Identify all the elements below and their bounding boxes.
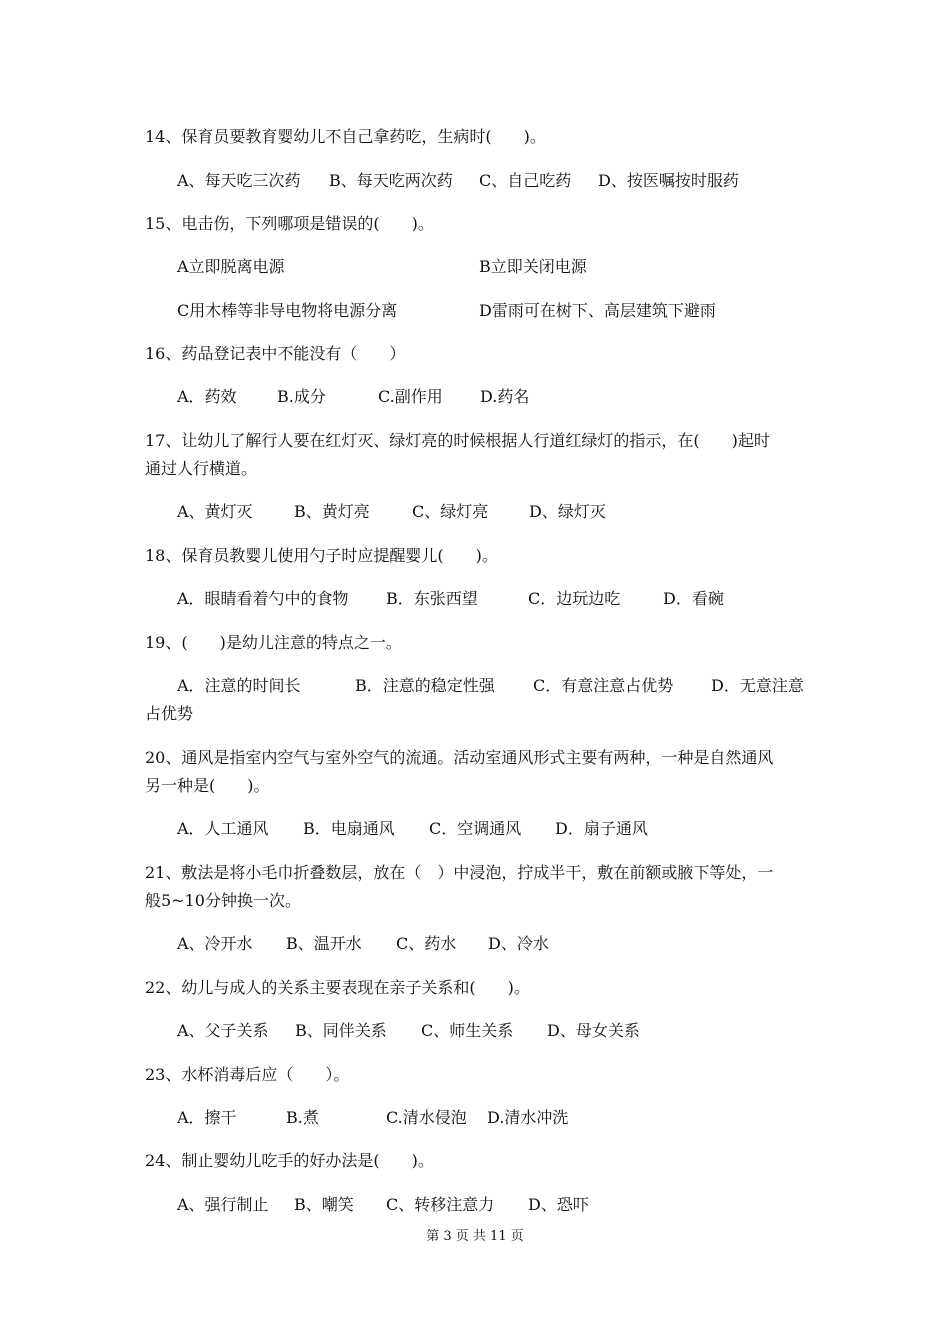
option-c: C．边玩边吃: [528, 589, 621, 608]
option-d: D、按医嘱按时服药: [598, 171, 739, 190]
option-d: D．扇子通风: [555, 819, 648, 838]
question-24: 24、制止婴幼儿吃手的好办法是( )。: [145, 1151, 434, 1170]
option-d: D雷雨可在树下、高层建筑下避雨: [479, 301, 716, 320]
option-c: C.副作用: [378, 387, 443, 406]
question-22: 22、幼儿与成人的关系主要表现在亲子关系和( )。: [145, 978, 530, 997]
option-b: B、同伴关系: [295, 1021, 387, 1040]
question-24-options: [177, 1195, 589, 1215]
question-23-options: [177, 1108, 568, 1128]
question-17-line1: 17、让幼儿了解行人要在红灯灭、绿灯亮的时候根据人行道红绿灯的指示，在( )起时: [145, 431, 770, 450]
option-c: C、师生关系: [421, 1021, 514, 1040]
question-16: 16、药品登记表中不能没有（ ）: [145, 344, 406, 363]
option-c: C用木棒等非导电物将电源分离: [177, 301, 398, 320]
option-b: B立即关闭电源: [479, 257, 587, 276]
option-b: B、温开水: [286, 934, 362, 953]
question-19-options-line2: 占优势: [145, 704, 194, 723]
question-22-options: [177, 1021, 640, 1041]
option-a: A、黄灯灭: [177, 502, 253, 521]
question-17-line2: 通过人行横道。: [145, 459, 258, 478]
question-14: 14、保育员要教育婴幼儿不自己拿药吃，生病时( )。: [145, 127, 546, 146]
question-17-options: [177, 502, 606, 522]
option-a: A．注意的时间长: [177, 676, 301, 695]
option-b: B、嘲笑: [294, 1195, 354, 1214]
question-15: 15、电击伤，下列哪项是错误的( )。: [145, 214, 434, 233]
option-d: D、绿灯灭: [529, 502, 606, 521]
question-15-options-row2: [177, 301, 716, 321]
question-20-options: [177, 819, 648, 839]
option-d: D、母女关系: [547, 1021, 640, 1040]
option-b: B.成分: [277, 387, 326, 406]
option-b: B.煮: [286, 1108, 319, 1127]
page-number: 第 3 页 共 11 页: [426, 1229, 524, 1244]
question-14-options: [177, 171, 739, 191]
option-c: C.清水侵泡: [386, 1108, 467, 1127]
question-18: 18、保育员教婴儿使用勺子时应提醒婴儿( )。: [145, 546, 498, 565]
question-19: 19、( )是幼儿注意的特点之一。: [145, 633, 402, 652]
question-18-options: [177, 589, 724, 609]
option-d: D．无意注意: [711, 676, 804, 695]
option-a: A、每天吃三次药: [177, 171, 301, 190]
option-c: C．有意注意占优势: [533, 676, 674, 695]
question-19-options-line1: [177, 676, 804, 696]
question-20-line1: 20、通风是指室内空气与室外空气的流通。活动室通风形式主要有两种，一种是自然通风: [145, 748, 774, 767]
option-a: A立即脱离电源: [177, 257, 285, 276]
option-c: C．空调通风: [429, 819, 522, 838]
option-d: D.药名: [480, 387, 530, 406]
option-d: D．看碗: [663, 589, 724, 608]
option-c: C、转移注意力: [386, 1195, 495, 1214]
option-b: B．东张西望: [386, 589, 478, 608]
option-d: D、恐吓: [528, 1195, 589, 1214]
option-c: C、绿灯亮: [412, 502, 489, 521]
question-16-options: [177, 387, 529, 407]
question-21-line2: 般5~10分钟换一次。: [145, 891, 301, 910]
option-b: B．注意的稳定性强: [355, 676, 495, 695]
option-a: A、强行制止: [177, 1195, 269, 1214]
option-a: A．药效: [177, 387, 237, 406]
option-a: A、冷开水: [177, 934, 253, 953]
option-b: B、每天吃两次药: [329, 171, 453, 190]
option-d: D.清水冲洗: [487, 1108, 569, 1127]
option-a: A．眼睛看着勺中的食物: [177, 589, 349, 608]
question-15-options-row1: [177, 257, 587, 277]
question-23: 23、水杯消毒后应（ ）。: [145, 1065, 350, 1084]
option-b: B、黄灯亮: [294, 502, 370, 521]
option-a: A．擦干: [177, 1108, 237, 1127]
option-a: A、父子关系: [177, 1021, 269, 1040]
option-c: C、自己吃药: [479, 171, 572, 190]
question-21-options: [177, 934, 549, 954]
option-b: B．电扇通风: [303, 819, 395, 838]
option-d: D、冷水: [488, 934, 549, 953]
question-20-line2: 另一种是( )。: [145, 776, 270, 795]
option-a: A．人工通风: [177, 819, 269, 838]
option-c: C、药水: [396, 934, 457, 953]
question-21-line1: 21、敷法是将小毛巾折叠数层，放在（ ）中浸泡，拧成半干，敷在前额或腋下等处，一: [145, 863, 774, 882]
